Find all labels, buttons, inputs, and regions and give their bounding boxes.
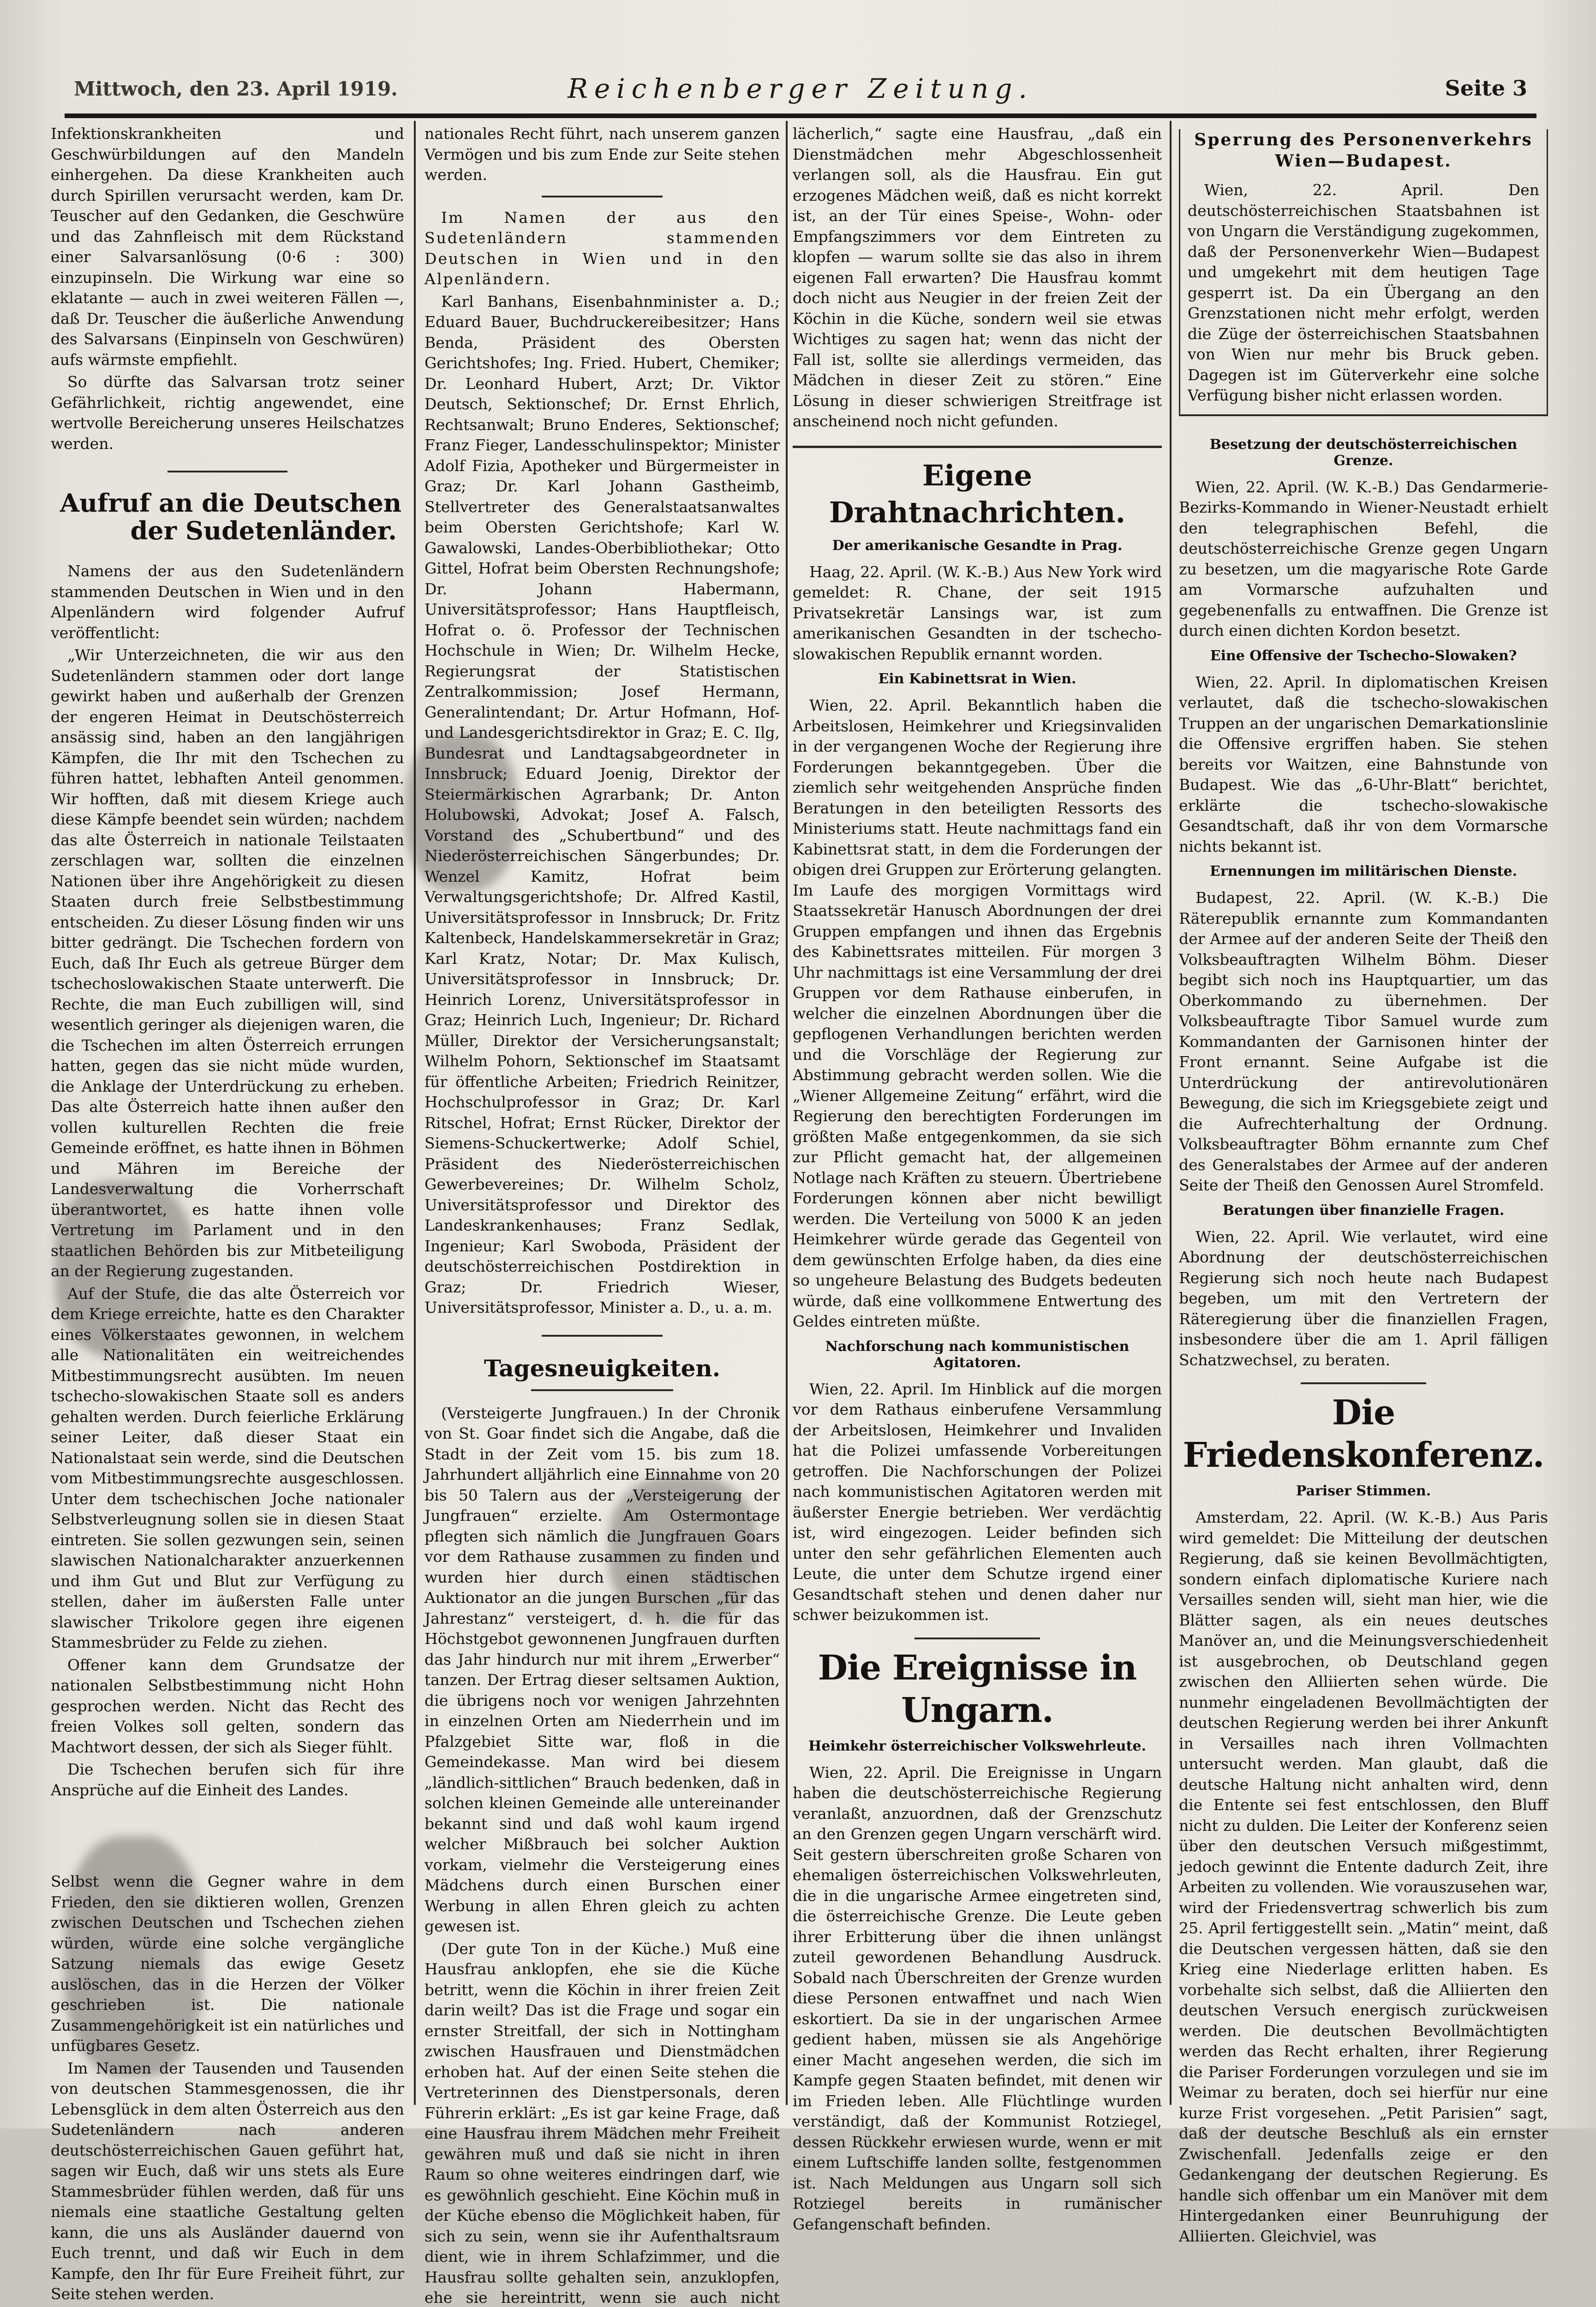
newspaper-title: Reichenberger Zeitung. [65, 73, 1536, 104]
article-paragraph: Wien, 22. April. Die Ereignisse in Ungarn haben die deutschösterreichische Regierung veranlaßt, anzuordnen, daß der Grenzschutz an den Grenzen gegen Ungarn verschärft wird. Seit gestern überschreiten große Scharen von ehemaligen österreichischen Volkswehrleuten, die in die ungarische Armee eingetreten sind, die österreichische Grenze. Die Leute geben ihrer Erbitterung über die ihnen unlängst zuteil gewordenen Behandlung Ausdruck. Sobald nach Überschreiten der Grenze wurden diese Personen entwaffnet und nach Wien eskortiert. Da sie in der ungarischen Armee gedient haben, müssen sie als Angehörige einer Macht angesehen werden, die sich im Kampfe gegen Staaten befindet, mit denen wir im Frieden leben. Alle Flüchtlinge wurden verständigt, daß der Kommunist Rotziegel, dessen Rückkehr erwiesen wurde, wenn er mit einem Luftschiffe landen sollte, festgenommen ist. Nach Meldungen aus Ungarn soll sich Rotziegel bereits in rumänischer Gefangenschaft befinden. [793, 1763, 1162, 2235]
article-paragraph: Wien, 22. April. Den deutschösterreichischen Staatsbahnen ist von Ungarn die Verständigung zugekommen, daß der Personenverkehr Wien—Budapest und umgekehrt mit dem heutigen Tage gesperrt ist. Da ein Übergang an den Grenzstationen nicht mehr erfolgt, werden die Züge der österreichischen Staatsbahnen von Wien nur mehr bis Bruck geben. Dagegen ist im Güterverkehr eine solche Verfügung bisher nicht erlassen worden. [1188, 180, 1539, 406]
headline-tagesneuigkeiten: Tagesneuigkeiten. [424, 1353, 780, 1384]
subheadline: Ein Kabinettsrat in Wien. [793, 671, 1162, 687]
article-paragraph: Im Namen der Tausenden und Tausenden von deutschen Stammesgenossen, die ihr Lebensglück in dem alten Österreich aus den Sudetenländern nach anderen deutschösterreichischen Gauen geführt hat, sagen wir Euch, daß wir uns stets als Eure Stammesbrüder fühlen werden, daß für uns niemals eine staatliche Gestaltung gelten kann, die uns als Ausländer dauernd von Euch trennt, und daß wir Euch in dem Kampfe, den Ihr für Eure Freiheit führt, zur Seite stehen werden. [51, 2058, 404, 2305]
signatories-intro: Im Namen der aus den Sudetenländern stammenden Deutschen in Wien und in den Alpenländern. [424, 208, 780, 290]
article-paragraph: Offener kann dem Grundsatze der nationalen Selbstbestimmung nicht Hohn gesprochen werden. Nicht das Recht des freien Volkes soll gelten, sondern das Machtwort dessen, der sich als Sieger fühlt. [51, 1655, 404, 1758]
column-1 [51, 124, 404, 2098]
article-paragraph: Budapest, 22. April. (W. K.-B.) Die Räterepublik ernannte zum Kommandanten der Armee auf der anderen Seite der Theiß den Volksbeauftragten Wilhelm Böhm. Dieser begibt sich noch ins Hauptquartier, um das Oberkommando zu übernehmen. Der Volksbeauftragte Tibor Samuel wurde zum Kommandanten der Garnisonen hinter der Front ernannt. Seine Aufgabe ist die Unterdrückung der antirevolutionären Bewegung, die sich im Kriegsgebiete zeigt und die Aufrechterhaltung der Ordnung. Volksbeauftragter Böhm ernannte zum Chef des Generalstabes der Armee auf der anderen Seite der Theiß den Genossen Aurel Stromfeld. [1179, 888, 1548, 1196]
headline-line: der Sudetenländer. [51, 517, 404, 544]
subheadline: Heimkehr österreichischer Volkswehrleute. [793, 1738, 1162, 1754]
article-paragraph: Auf der Stufe, die das alte Österreich vor dem Kriege erreichte, hatte es den Charakter eines Völkerstaates gewonnen, in welchem alle Nationalitäten ein weitreichendes Mitbestimmungsrecht ausübten. Im neuen tschecho-slowakischen Staate soll es anders gehalten werden. Durch feierliche Erklärung seiner Leiter, daß dieser Staat ein Nationalstaat sein werde, sind die Deutschen vom Mitbestimmungsrechte ausgeschlossen. Unter dem tschechischen Joche nationaler Selbstverleugnung sollen sie in diesen Staat eintreten. Sie sollen gezwungen sein, seinen slawischen Nationalcharakter anzuerkennen und ihm Gut und Blut zur Verfügung zu stellen, daher im äußersten Falle unter slawischer Trikolore gegen ihre eigenen Stammesbrüder zu Felde zu ziehen. [51, 1284, 404, 1653]
box-headline: Sperrung des Personenverkehrs Wien—Budapest. [1188, 129, 1539, 172]
subheadline: Der amerikanische Gesandte in Prag. [793, 538, 1162, 554]
subheadline: Pariser Stimmen. [1179, 1483, 1548, 1499]
headline-drahtnachrichten: Eigene Drahtnachrichten. [793, 457, 1162, 531]
column-rule [786, 121, 788, 2105]
article-paragraph: Selbst wenn die Gegner wahre in dem Frieden, den sie diktieren wollen, Grenzen zwischen Deutschen und Tschechen ziehen würden, würde eine solche vergängliche Satzung niemals das ewige Gesetz auslöschen, das in die Herzen der Völker geschrieben ist. Die nationale Zusammengehörigkeit ist ein natürliches und unfügbares Gesetz. [51, 1871, 404, 2056]
section-divider [1301, 1382, 1426, 1384]
ink-smudge [609, 1476, 757, 1624]
section-divider [167, 471, 287, 472]
header-rule [65, 114, 1536, 118]
column-3 [793, 124, 1162, 2098]
headline-aufruf [51, 489, 404, 544]
section-divider [531, 1389, 673, 1391]
article-paragraph: Amsterdam, 22. April. (W. K.-B.) Aus Paris wird gemeldet: Die Mitteilung der deutschen Regierung, daß sie keinen Bevollmächtigten, sondern einfach diplomatische Kuriere nach Versailles senden will, sieht man hier, wie die Blätter sagen, als ein neues deutsches Manöver an, und die Meinungsverschiedenheit ist ausgebrochen, ob Deutschland gegen zwischen den Alliierten sehen würde. Die nunmehr eingeladenen Bevollmächtigten der deutschen Regierung werden bei ihrer Ankunft in Versailles nach ihren Vollmachten untersucht werden. Man glaubt, daß die deutsche Haltung nicht anhalten wird, denn die Entente sei fest entschlossen, den Bluff nicht zu dulden. Die Leiter der Konferenz seien über den deutschen Versuch mißgestimmt, jedoch gewinnt die Entente dadurch Zeit, ihre Arbeiten zu vollenden. Wie vorauszusehen war, wird der Friedensvertrag schwerlich bis zum 25. April fertiggestellt sein. „Matin“ meint, daß die Deutschen vergessen hätten, daß sie den Krieg eine Niederlage erlitten haben. Es vorbehalte sich selbst, daß die Alliierten den deutschen Versuch energisch zurückweisen werden. Die deutschen Bevollmächtigten werden das Recht erhalten, ihrer Regierung die Pariser Forderungen vorzulegen und sie im Weimar zu beraten, doch sei hierfür nur eine kurze Frist vorgesehen. „Petit Parisien“ sagt, daß der deutsche Beschluß als ein ernster Zwischenfall. Jedenfalls zeige er den Gedankengang der deutschen Regierung. Es handle sich offenbar um ein Manöver mit dem Hintergedanken einer Beunruhigung der Alliierten. Gleichviel, was [1179, 1507, 1548, 2247]
article-paragraph: So dürfte das Salvarsan trotz seiner Gefährlichkeit, richtig angewendet, eine wertvolle Bereicherung unseres Heilschatzes werden. [51, 372, 404, 454]
section-divider [915, 1638, 1040, 1639]
subheadline: Besetzung der deutschösterreichischen Grenze. [1179, 436, 1548, 469]
article-paragraph: „Wir Unterzeichneten, die wir aus den Sudetenländern stammen oder dort lange gewirkt haben und außerhalb der Grenzen der engeren Heimat in Deutschösterreich ansässig sind, haben an den langjährigen Kämpfen, die Ihr mit den Tschechen zu führen hattet, lebhaften Anteil genommen. Wir hofften, daß mit diesem Kriege auch diese Kämpfe beendet sein würden; nachdem das alte Österreich in nationale Teilstaaten zerschlagen war, sollten die einzelnen Nationen über ihre Angehörigkeit zu diesen Staaten durch freie Selbstbestimmung entscheiden. Zu dieser Lösung finden wir uns bitter gedrängt. Die Tschechen fordern von Euch, daß Ihr Euch als getreue Bürger dem tschechoslowakischen Staate unterwerft. Die Rechte, die man Euch zubilligen will, sind wesentlich geringer als diejenigen waren, die die Tschechen im alten Österreich errungen hatten, gegen das sie nicht müde wurden, die Anklage der Unterdrückung zu erheben. Das alte Österreich hatte ihnen außer den vollen kulturellen Rechten die freie Gemeinde eröffnet, es hatte ihnen in Böhmen und Mähren im Bereiche der Landesverwaltung die Vorherrschaft überantwortet, es hatte ihnen volle Vertretung im Parlament und in den staatlichen Behörden bis zur Mitbeteiligung an der Regierung zugestanden. [51, 645, 404, 1282]
signatories-list: Karl Banhans, Eisenbahnminister a. D.; Eduard Bauer, Buchdruckereibesitzer; Hans Benda, Präsident des Obersten Gerichtshofes; Ing. Fried. Hubert, Chemiker; Dr. Leonhard Hubert, Arzt; Dr. Viktor Deutsch, Sektionschef; Dr. Ernst Ehrlich, Rechtsanwalt; Bruno Enderes, Sektionschef; Franz Fieger, Landesschulinspektor; Minister Adolf Fizia, Apotheker und Bürgermeister in Graz; Dr. Karl Johann Gastheimb, Stellvertreter des Generalstaatsanwaltes beim Obersten Gerichtshofe; Karl W. Gawalowski, Landes-Oberbibliothekar; Otto Gittel, Hofrat beim Obersten Rechnungshofe; Dr. Johann Habermann, Universitätsprofessor; Hans Hauptfleisch, Hofrat o. ö. Professor der Technischen Hochschule in Wien; Dr. Wilhelm Hecke, Regierungsrat der Statistischen Zentralkommission; Josef Hermann, Generalintendant; Dr. Artur Hofmann, Hof- und Landesgerichtsdirektor in Graz; E. C. Ilg, Bundesrat und Landtagsabgeordneter in Innsbruck; Eduard Joenig, Direktor der Steiermärkischen Agrarbank; Dr. Anton Holubowski, Advokat; Josef A. Falsch, Vorstand des „Schubertbund“ und des Niederösterreichischen Sängerbundes; Dr. Wenzel Kamitz, Hofrat beim Verwaltungsgerichtshofe; Dr. Alfred Kastil, Universitätsprofessor in Innsbruck; Dr. Fritz Kaltenbeck, Handelskammersekretär in Graz; Karl Kratz, Notar; Dr. Max Kulisch, Universitätsprofessor in Innsbruck; Dr. Heinrich Lorenz, Universitätsprofessor in Graz; Heinrich Luch, Ingenieur; Dr. Richard Müller, Direktor der Versicherungsanstalt; Wilhelm Pohorn, Sektionschef im Staatsamt für öffentliche Arbeiten; Friedrich Reinitzer, Hochschulprofessor in Graz; Dr. Karl Ritschel, Hofrat; Ernst Rücker, Direktor der Siemens-Schuckertwerke; Adolf Schiel, Präsident des Niederösterreichischen Gewerbevereines; Dr. Wilhelm Scholz, Universitätsprofessor und Direktor des Landeskrankenhauses; Franz Sedlak, Ingenieur; Karl Swoboda, Präsident der deutschösterreichischen Postdirektion in Graz; Dr. Friedrich Wieser, Universitätsprofessor, Minister a. D., u. a. m. [424, 292, 780, 1318]
header-page-number: Seite 3 [1445, 76, 1528, 101]
subheadline: Ernennungen im militärischen Dienste. [1179, 863, 1548, 879]
ink-smudge [65, 1836, 203, 2076]
article-paragraph: lächerlich,“ sagte eine Hausfrau, „daß ein Dienstmädchen mehr Abgeschlossenheit verlangen soll, als die Hausfrau. Ein gut erzogenes Mädchen weiß, daß es nicht korrekt ist, an der Tür eines Speise-, Wohn- oder Empfangszimmers vor dem Eintreten zu klopfen — warum sollte sie das also in ihrem eigenen Fall erwarten? Die Hausfrau kommt doch nicht aus Neugier in der freien Zeit der Köchin in die Küche, sondern weil sie etwas Wichtiges zu sagen hat; wenn das nicht der Fall ist, sollte sie allerdings vermeiden, das Mädchen in dieser Zeit zu stören.“ Eine Lösung in dieser schwierigen Streitfrage ist anscheinend noch nicht gefunden. [793, 124, 1162, 432]
column-rule [1170, 121, 1172, 2105]
column-rule [414, 121, 416, 2105]
article-paragraph: Wien, 22. April. Im Hinblick auf die morgen vor dem Rathaus einberufene Versammlung der Arbeitslosen, Heimkehrer und Invaliden hat die Polizei umfassende Vorbereitungen getroffen. Die Nachforschungen der Polizei nach kommunistischen Agitatoren werden mit äußerster Energie betrieben. Wer verdächtig ist, wird eingezogen. Leider befinden sich unter den sehr gefährlichen Elementen auch Leute, die unter dem Schutze irgend einer Gesandtschaft stehen und denen daher nur schwer beizukommen ist. [793, 1379, 1162, 1626]
ink-smudge [406, 734, 517, 891]
article-paragraph: Die Tschechen berufen sich für ihre Ansprüche auf die Einheit des Landes. [51, 1759, 404, 1800]
page-header [65, 69, 1536, 106]
article-paragraph: Wien, 22. April. Bekanntlich haben die Arbeitslosen, Heimkehrer und Kriegsinvaliden in der vergangenen Woche der Regierung ihre Forderungen bekanntgegeben. Über die ziemlich sehr weitgehenden Ansprüche finden Beratungen in den beteiligten Ressorts des Ministeriums statt. Heute nachmittags fand ein Kabinettsrat statt, in dem die Forderungen der obigen drei Gruppen zur Erörterung gelangten. Im Laufe des morgigen Vormittags wird Staatssekretär Hanusch Abordnungen der drei Gruppen empfangen und ihnen das Ergebnis des Kabinettsrates mitteilen. Für morgen 3 Uhr nachmittags ist eine Versammlung der drei Gruppen vor dem Rathause einberufen, in welcher die einzelnen Abordnungen über die gepflogenen Verhandlungen berichten werden und die Vorschläge der Regierung zur Abstimmung gebracht werden sollen. Wie die „Wiener Allgemeine Zeitung“ erfährt, wird die Regierung den berechtigten Forderungen im größten Maße entgegenkommen, da sie sich zur Pflicht gemacht hat, der allgemeinen Notlage nach Kräften zu steuern. Übertriebene Forderungen können aber nicht bewilligt werden. Die Verteilung von 5000 K an jeden Heimkehrer würde gerade das Gegenteil von dem gewünschten Erfolge haben, da dies eine so ungeheure Belastung des Budgets bedeuten würde, daß eine vollkommene Entwertung des Geldes eintreten müßte. [793, 695, 1162, 1332]
article-paragraph: Wien, 22. April. In diplomatischen Kreisen verlautet, daß die tschecho-slowakischen Truppen an der ungarischen Demarkationslinie die Offensive ergriffen haben. Sie stehen bereits vor Waitzen, eine Bahnstunde von Budapest. Wie das „6-Uhr-Blatt“ berichtet, erklärte die tschecho-slowakische Gesandtschaft, daß ihr von dem Vormarsche nichts bekannt ist. [1179, 672, 1548, 857]
section-divider [542, 1335, 663, 1337]
headline-line: Aufruf an die Deutschen [51, 489, 404, 517]
section-divider [542, 196, 663, 197]
article-paragraph: Haag, 22. April. (W. K.-B.) Aus New York wird gemeldet: R. Chane, der seit 1915 Privatsekretär Lansings war, ist zum amerikanischen Gesandten in der tschecho-slowakischen Republik ernannt worden. [793, 562, 1162, 665]
header-date: Mittwoch, den 23. April 1919. [74, 78, 398, 100]
section-divider [793, 446, 1162, 448]
article-paragraph: Namens der aus den Sudetenländern stammenden Deutschen in Wien und in den Alpenländern wird folgender Aufruf veröffentlicht: [51, 561, 404, 643]
subheadline: Beratungen über finanzielle Fragen. [1179, 1202, 1548, 1219]
column-4 [1179, 124, 1548, 2098]
headline-friedenskonferenz: Die Friedenskonferenz. [1179, 1392, 1548, 1476]
ink-smudge [55, 1181, 194, 1357]
article-paragraph: (Der gute Ton in der Küche.) Muß eine Hausfrau anklopfen, ehe sie die Küche betritt, wenn die Köchin in ihrer freien Zeit darin weilt? Das ist die Frage und sogar ein ernster Streitfall, der sich in Nottingham zwischen Hausfrauen und Dienstmädchen erhoben hat. Auf der einen Seite stehen die Vertreterinnen des Dienstpersonals, deren Führerin erklärt: „Es ist gar keine Frage, daß eine Hausfrau ihrem Mädchen mehr Freiheit gewähren muß und daß sie nicht in ihren Raum so ohne weiteres eindringen darf, wie es gewöhnlich geschieht. Eine Köchin muß in der Küche ebenso die Möglichkeit haben, für sich zu sein, wenn sie ihr Aufenthaltsraum dient, wie in ihrem Schlafzimmer, und die Hausfrau sollte gehalten sein, anzuklopfen, ehe sie hereintritt, wenn sie auch nicht [424, 1939, 780, 2307]
headline-ungarn: Die Ereignisse in Ungarn. [793, 1647, 1162, 1732]
subheadline: Nachforschung nach kommunistischen Agitatoren. [793, 1339, 1162, 1371]
article-paragraph: Wien, 22. April. Wie verlautet, wird eine Abordnung der deutschösterreichischen Regierung sich noch heute nach Budapest begeben, um mit den Vertretern der Räteregierung über die finanziellen Fragen, insbesondere über die am 1. April fälligen Schatzwechsel, zu beraten. [1179, 1227, 1548, 1371]
article-paragraph: Wien, 22. April. (W. K.-B.) Das Gendarmerie-Bezirks-Kommando in Wiener-Neustadt erhielt den telegraphischen Befehl, die deutschösterreichische Grenze gegen Ungarn zu besetzen, um die magyarische Rote Garde am Vormarsche aufzuhalten und gegebenenfalls zu entwaffnen. Die Grenze ist durch einen dichten Kordon besetzt. [1179, 477, 1548, 641]
boxed-article [1179, 129, 1548, 416]
column-2 [424, 124, 780, 2098]
article-paragraph: nationales Recht führt, nach unserem ganzen Vermögen und bis zum Ende zur Seite stehen werden. [424, 124, 780, 185]
article-paragraph: (Versteigerte Jungfrauen.) In der Chronik von St. Goar findet sich die Angabe, daß die Stadt in der Zeit vom 15. bis zum 18. Jahrhundert alljährlich eine Einnahme von 20 bis 50 Talern aus der „Versteigerung der Jungfrauen“ erzielte. Am Ostermontage pflegten sich nämlich die Jungfrauen Goars vor dem Rathause zusammen zu finden und wurden hier durch einen städtischen Auktionator an die jungen Burschen „für das Jahrestanz“ versteigert, d. h. die für das Höchstgebot gewonnenen Jungfrauen durften das Jahr hindurch nur mit ihrem „Erwerber“ tanzen. Der Ertrag dieser seltsamen Auktion, die übrigens noch vor wenigen Jahrzehnten in einzelnen Orten am Niederrhein und im Pfalzgebiet Sitte war, floß in die Gemeindekasse. Man wird bei diesem „ländlich-sittlichen“ Brauch bedenken, daß in solchen kleinen Gemeinde alle untereinander bekannt sind und daß wohl kaum irgend welcher Mißbrauch bei solcher Auktion vorkam, vielmehr die Versteigerung eines Mädchens durch einen Burschen einer Werbung in allen Ehren gleich zu achten gewesen ist. [424, 1403, 780, 1937]
article-paragraph: Infektionskrankheiten und Geschwürbildungen auf den Mandeln einhergehen. Da diese Krankheiten auch durch Spirillen verursacht werden, kam Dr. Teuscher auf den Gedanken, die Geschwüre und das Zahnfleisch mit dem Rückstand einer Salvarsanlösung (0·6 : 300) einzupinseln. Die Wirkung war eine so eklatante — auch in zwei weiteren Fällen —, daß Dr. Teuscher die äußerliche Anwendung des Salvarsans (Einpinseln von Geschwüren) aufs wärmste empfiehlt. [51, 124, 404, 370]
subheadline: Eine Offensive der Tschecho-Slowaken? [1179, 648, 1548, 664]
